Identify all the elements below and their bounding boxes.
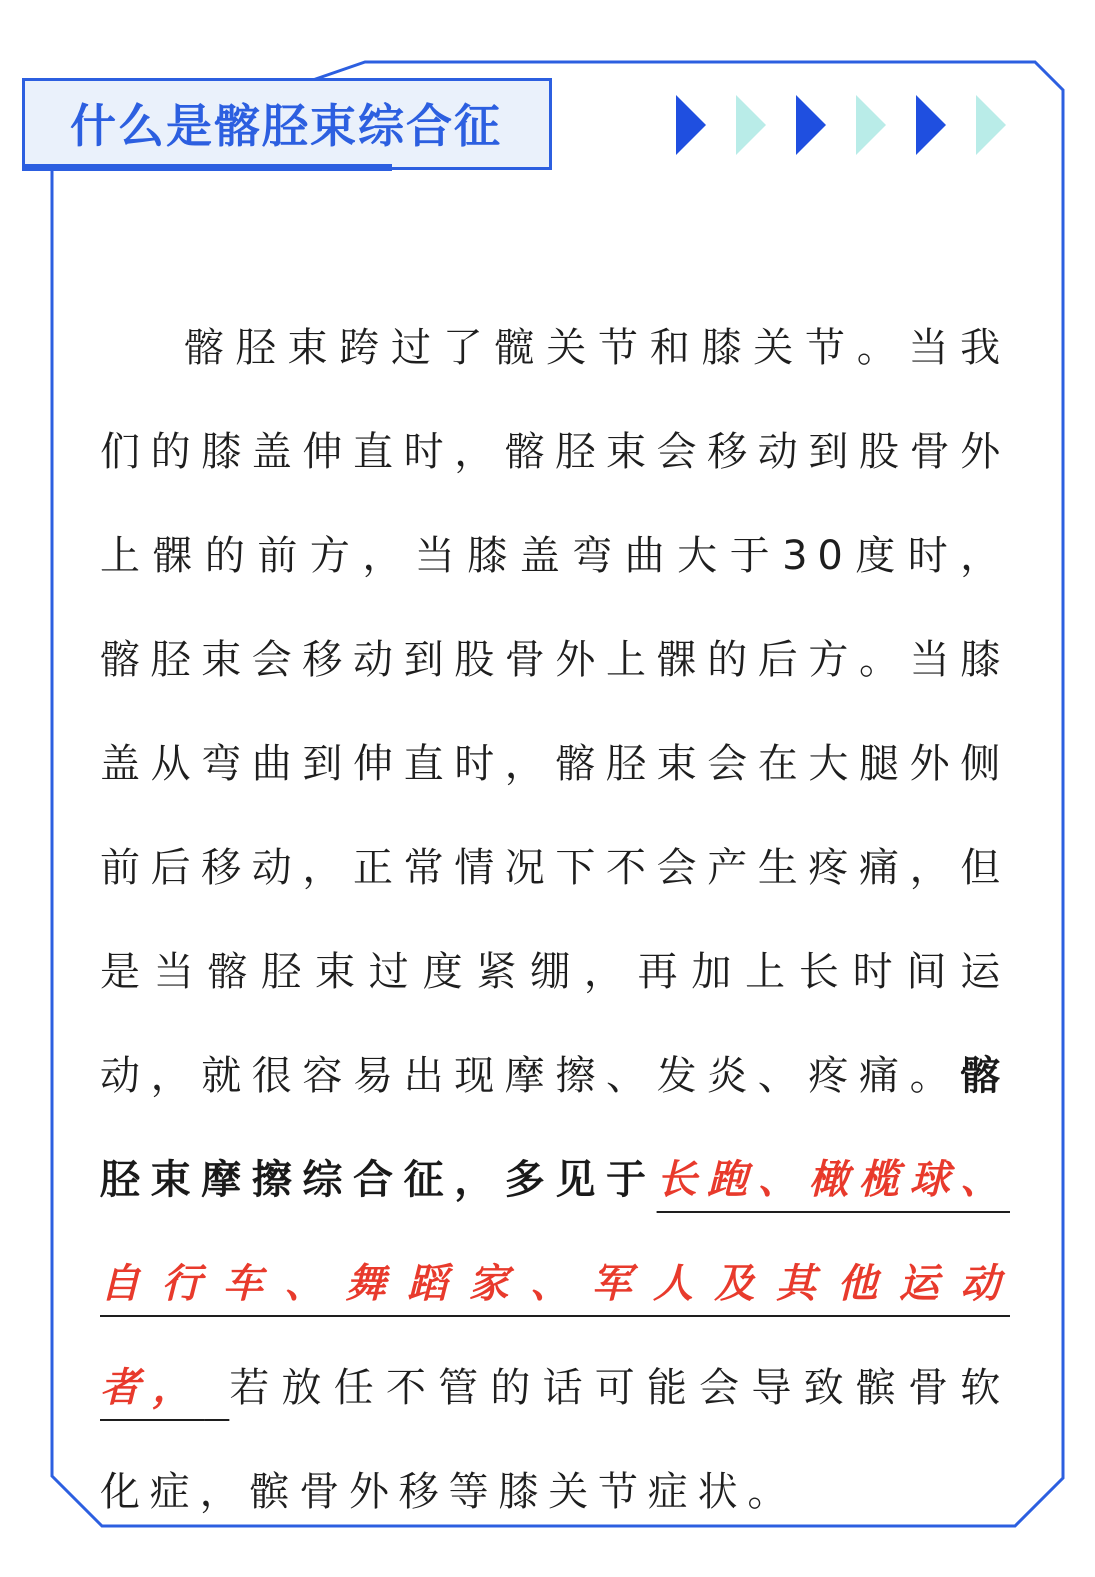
title-underline [22,164,392,171]
text-segment: 髂胫束跨过了髋关节和膝关节。当我们的膝盖伸直时，髂胫束会移动到股骨外上髁的前方，当膝盖弯曲大于30度时，髂胫束会移动到股骨外上髁的后方。当膝盖从弯曲到伸直时，髂胫束会在大腿外侧前后移动，正常情况下不会产生疼痛，但是当髂胫束过度紧绷，再加上长时间运动，就很容易出现摩擦、发炎、疼痛。 [100,325,1010,1099]
paragraph [100,296,1010,1544]
arrow-icon [736,95,766,155]
arrow-icon [916,95,946,155]
underline-gap [204,1365,229,1411]
body-text [100,296,1010,1544]
bold-text: 髂胫束摩擦综合征，多见于 [100,1053,1010,1203]
decorative-arrows [676,95,1016,155]
highlighted-text: 长跑、橄榄球、自行车、舞蹈家、军人及其他运动者， [100,1157,1010,1411]
text-segment: 若放任不管的话可能会导致髌骨软化症，髌骨外移等膝关节症状。 [100,1365,1011,1515]
page-title: 什么是髂胫束综合征 [70,99,502,153]
title-box [22,78,552,170]
arrow-icon [796,95,826,155]
arrow-icon [676,95,706,155]
arrow-icon [976,95,1006,155]
arrow-icon [856,95,886,155]
